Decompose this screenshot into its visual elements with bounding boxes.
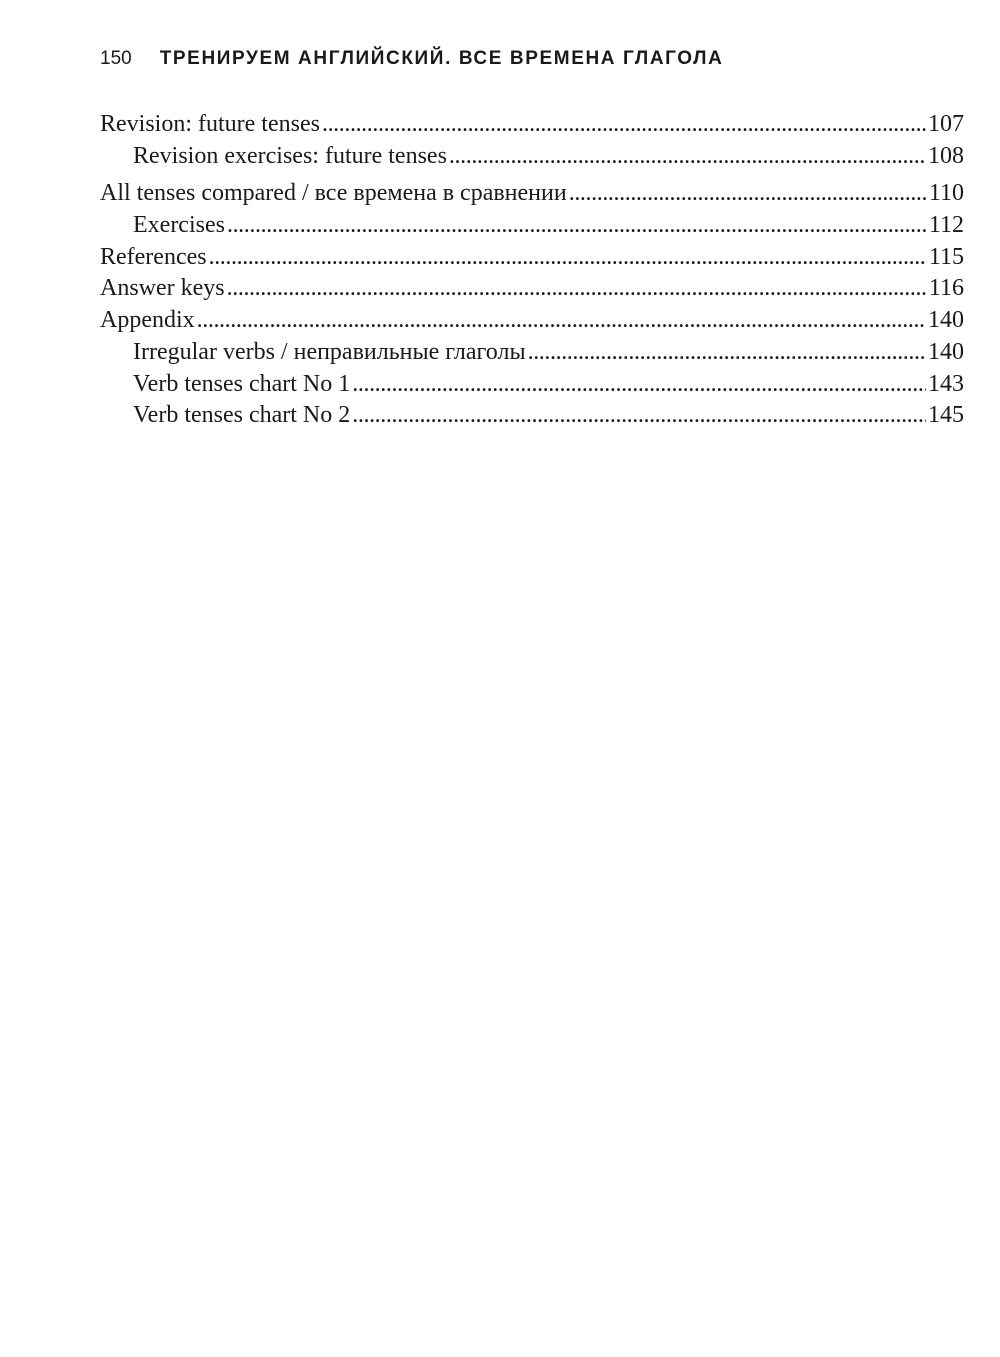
dot-leader	[528, 337, 926, 369]
toc-entry-label: Revision exercises: future tenses	[133, 142, 447, 169]
dot-leader	[227, 273, 927, 305]
toc-entry-label: References	[100, 243, 207, 270]
toc-entry-answer-keys[interactable]	[100, 273, 964, 305]
toc-entry-page: 140	[928, 338, 964, 365]
toc-entry-page: 112	[928, 212, 964, 239]
toc-entry-appendix[interactable]	[100, 305, 964, 337]
toc-entry-page: 110	[928, 180, 964, 207]
toc-entry-irregular-verbs[interactable]	[100, 337, 964, 369]
toc-entry-page: 140	[928, 307, 964, 334]
toc-entry-all-tenses-compared[interactable]	[100, 178, 964, 210]
toc-entry-exercises[interactable]	[100, 210, 964, 242]
toc-entry-revision-future-tenses[interactable]	[100, 109, 964, 141]
toc-entry-page: 116	[928, 275, 964, 302]
dot-leader	[227, 210, 927, 242]
toc-entry-verb-tenses-chart-2[interactable]	[100, 400, 964, 432]
running-head	[100, 46, 723, 72]
dot-leader	[569, 178, 927, 210]
dot-leader	[449, 141, 926, 173]
page-number: 150	[100, 48, 132, 69]
dot-leader	[352, 369, 926, 401]
toc-entry-references[interactable]	[100, 242, 964, 274]
toc-entry-label: Answer keys	[100, 275, 225, 302]
dot-leader	[322, 109, 926, 141]
toc-entry-label: Appendix	[100, 307, 195, 334]
toc-entry-page: 115	[928, 243, 964, 270]
toc-entry-revision-exercises-future-tenses[interactable]	[100, 141, 964, 173]
toc-entry-label: Verb tenses chart No 1	[133, 370, 351, 397]
dot-leader	[197, 305, 926, 337]
book-title: ТРЕНИРУЕМ АНГЛИЙСКИЙ. ВСЕ ВРЕМЕНА ГЛАГОЛА	[159, 48, 724, 69]
toc-entry-label: All tenses compared / все времена в сравнении	[100, 180, 567, 207]
toc-entry-page: 107	[928, 111, 964, 137]
toc-entry-label: Revision: future tenses	[100, 111, 320, 137]
toc-entry-label: Exercises	[133, 212, 225, 239]
toc-entry-verb-tenses-chart-1[interactable]	[100, 369, 964, 401]
dot-leader	[352, 400, 926, 432]
toc-entry-label: Verb tenses chart No 2	[133, 402, 351, 429]
dot-leader	[209, 242, 927, 274]
table-of-contents	[100, 109, 964, 432]
toc-entry-label: Irregular verbs / неправильные глаголы	[133, 338, 526, 365]
toc-entry-page: 143	[928, 370, 964, 397]
toc-entry-page: 108	[928, 142, 964, 169]
toc-entry-page: 145	[928, 402, 964, 429]
